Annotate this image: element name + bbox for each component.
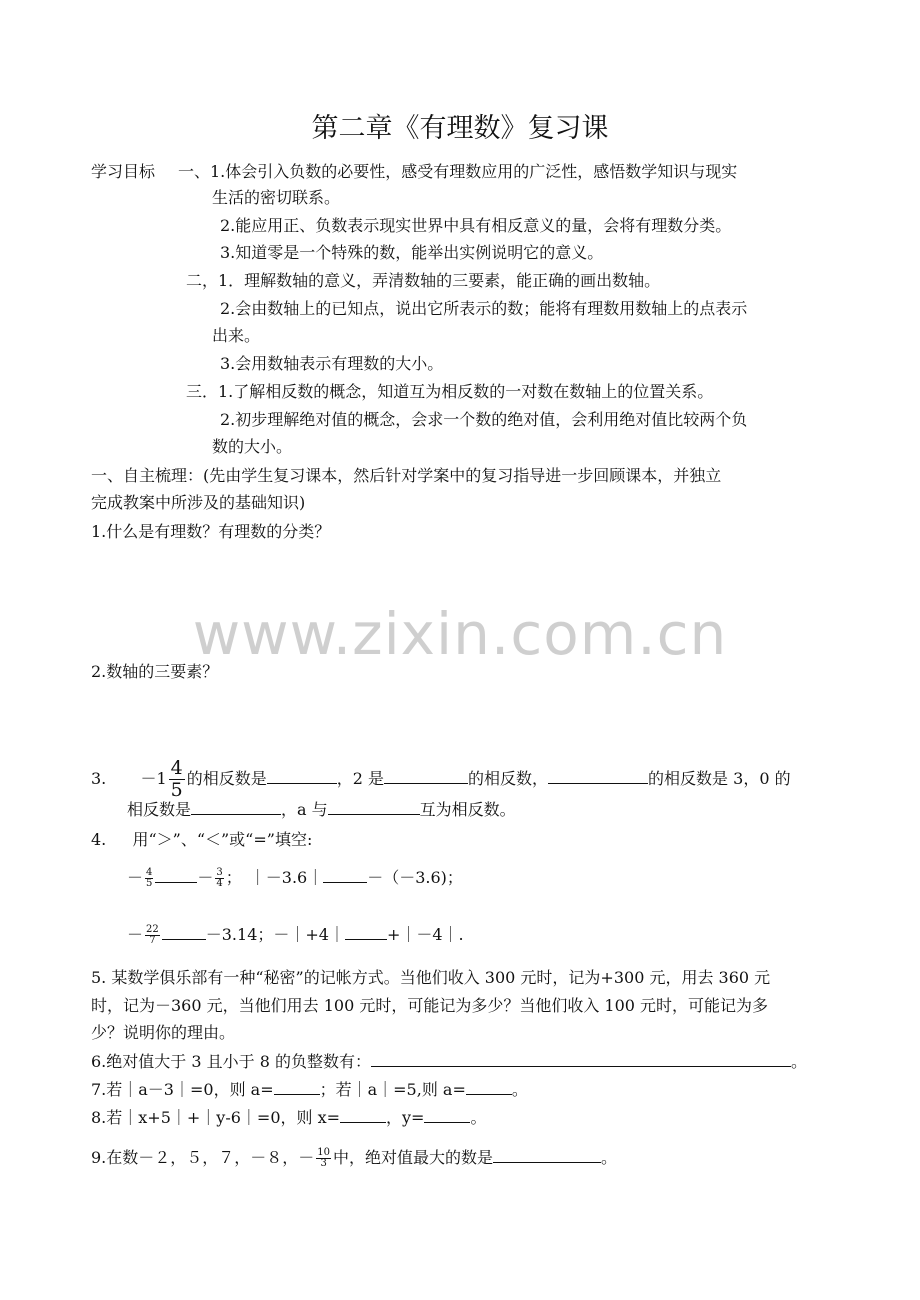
q9-fraction-numerator: 10 <box>317 1147 331 1158</box>
q4-blank-3[interactable] <box>162 925 206 940</box>
q4-text-neg-36: －（－3.6)； <box>367 868 463 887</box>
q4-number: 4. <box>91 830 107 849</box>
q6-blank[interactable] <box>371 1052 791 1067</box>
question-2: 2.数轴的三要素？ <box>91 662 219 681</box>
question-5-line-3: 少？说明你的理由。 <box>91 1023 236 1042</box>
q8-text-a: 8.若｜x+5｜+｜y-6｜=0，则 x= <box>91 1108 341 1127</box>
objective-3-2-cont: 数的大小。 <box>212 437 293 456</box>
q8-blank-1[interactable] <box>340 1108 386 1123</box>
q4-instruction: 用“＞”、“＜”或“=”填空: <box>132 830 313 849</box>
watermark: www.zixin.com.cn <box>192 600 728 668</box>
question-7 <box>91 1080 528 1100</box>
q3-mixed-whole: －1 <box>140 769 167 788</box>
q3-number: 3. <box>91 769 107 788</box>
q6-end: 。 <box>790 1052 807 1071</box>
question-5-line-2: 时，记为－360 元，当他们用去 100 元时，可能记为多少？当他们收入 100 元时，可能记为多 <box>91 996 769 1015</box>
q3-text-6: ，a 与 <box>281 800 328 819</box>
q4-blank-4[interactable] <box>345 925 387 940</box>
objective-2-1: 二，1．理解数轴的意义，弄清数轴的三要素，能正确的画出数轴。 <box>186 271 661 290</box>
q4-a-sign: － <box>127 868 144 887</box>
q3-text-5: 相反数是 <box>127 800 192 819</box>
q9-text-a: 9.在数－２，５，７，－８，－ <box>91 1148 315 1167</box>
question-1: 1.什么是有理数？有理数的分类？ <box>91 522 331 541</box>
q4-fraction-a-denominator: 5 <box>146 878 153 889</box>
question-5-line-1: 5. 某数学俱乐部有一种“秘密”的记帐方式。当他们收入 300 元时，记为+300 元，用去 360 元 <box>91 968 771 987</box>
q3-text-3: 的相反数， <box>468 769 549 788</box>
q7-blank-1[interactable] <box>274 1080 320 1095</box>
q4-fraction-c <box>145 925 160 946</box>
q3-fraction-denominator: 5 <box>170 779 183 801</box>
objective-3-2: 2.初步理解绝对值的概念，会求一个数的绝对值，会利用绝对值比较两个负 <box>220 410 748 429</box>
q8-text-b: ，y= <box>386 1108 425 1127</box>
objective-2-2-cont: 出来。 <box>212 326 261 345</box>
q4-fraction-a-numerator: 4 <box>146 867 153 878</box>
q4-b-sign: － <box>197 868 214 887</box>
q3-text-2: ，2 是 <box>336 769 385 788</box>
q4-blank-2[interactable] <box>323 868 367 883</box>
q4-blank-1[interactable] <box>155 868 197 883</box>
q4-row-2 <box>127 925 464 946</box>
q9-text-c: 。 <box>601 1148 618 1167</box>
q9-blank[interactable] <box>493 1148 601 1163</box>
q4-fraction-b-denominator: 4 <box>216 878 223 889</box>
q6-text: 6.绝对值大于 3 且小于 8 的负整数有： <box>91 1052 371 1071</box>
question-4 <box>91 830 312 850</box>
q3-blank-5[interactable] <box>328 800 420 815</box>
objective-2-2: 2.会由数轴上的已知点，说出它所表示的数；能将有理数用数轴上的点表示 <box>220 299 748 318</box>
q3-blank-3[interactable] <box>548 769 648 784</box>
q9-fraction <box>316 1148 331 1169</box>
q4-fraction-c-numerator: 22 <box>146 924 159 935</box>
q4-c-sign: － <box>127 925 144 944</box>
objective-1-1-cont: 生活的密切联系。 <box>212 188 341 207</box>
q7-blank-2[interactable] <box>466 1080 512 1095</box>
q3-text-7: 互为相反数。 <box>419 800 516 819</box>
section-heading: 一、自主梳理：(先由学生复习课本，然后针对学案中的复习指导进一步回顾课本，并独立 <box>91 466 722 485</box>
q4-text-abs-36: ； ｜－3.6｜ <box>225 868 324 887</box>
q7-text-a: 7.若｜a－3｜=0，则 a= <box>91 1080 274 1099</box>
question-9 <box>91 1148 617 1169</box>
q4-fraction-c-denominator: 7 <box>149 935 156 946</box>
q3-fraction-numerator: 4 <box>170 757 183 779</box>
question-6 <box>91 1052 807 1072</box>
objective-3-1: 三．1.了解相反数的概念，知道互为相反数的一对数在数轴上的位置关系。 <box>186 382 714 401</box>
objective-1-1: 一、1.体会引入负数的必要性，感受有理数应用的广泛性，感悟数学知识与现实 <box>178 162 738 181</box>
q3-blank-4[interactable] <box>191 800 281 815</box>
question-8 <box>91 1108 486 1128</box>
section-heading-cont: 完成教案中所涉及的基础知识) <box>91 493 306 512</box>
question-3-line-2 <box>127 800 516 820</box>
q4-row-1 <box>127 868 463 889</box>
q4-fraction-b <box>215 868 223 889</box>
q3-fraction <box>169 758 185 801</box>
question-3-line-1 <box>91 758 791 801</box>
q3-text-4: 的相反数是 3，0 的 <box>648 769 791 788</box>
objective-2-3: 3.会用数轴表示有理数的大小。 <box>220 354 444 373</box>
q4-fraction-b-numerator: 3 <box>216 867 223 878</box>
q4-text-abs-4: +｜－4｜. <box>386 925 464 944</box>
objective-1-2: 2.能应用正、负数表示现实世界中具有相反意义的量，会将有理数分类。 <box>220 216 732 235</box>
q8-text-c: 。 <box>470 1108 487 1127</box>
q4-text-314: －3.14；－｜+4｜ <box>205 925 345 944</box>
q8-blank-2[interactable] <box>424 1108 470 1123</box>
page-title: 第二章《有理数》复习课 <box>311 113 609 144</box>
q7-text-c: 。 <box>511 1080 528 1099</box>
q9-fraction-denominator: 3 <box>320 1158 327 1169</box>
q3-blank-2[interactable] <box>384 769 468 784</box>
objectives-label: 学习目标 <box>91 162 156 181</box>
q3-text-1: 的相反数是 <box>186 769 267 788</box>
q3-blank-1[interactable] <box>267 769 337 784</box>
q9-text-b: 中，绝对值最大的数是 <box>333 1148 494 1167</box>
objective-1-3: 3.知道零是一个特殊的数，能举出实例说明它的意义。 <box>220 243 604 262</box>
q7-text-b: ；若｜a｜=5,则 a= <box>319 1080 466 1099</box>
q4-fraction-a <box>145 868 153 889</box>
